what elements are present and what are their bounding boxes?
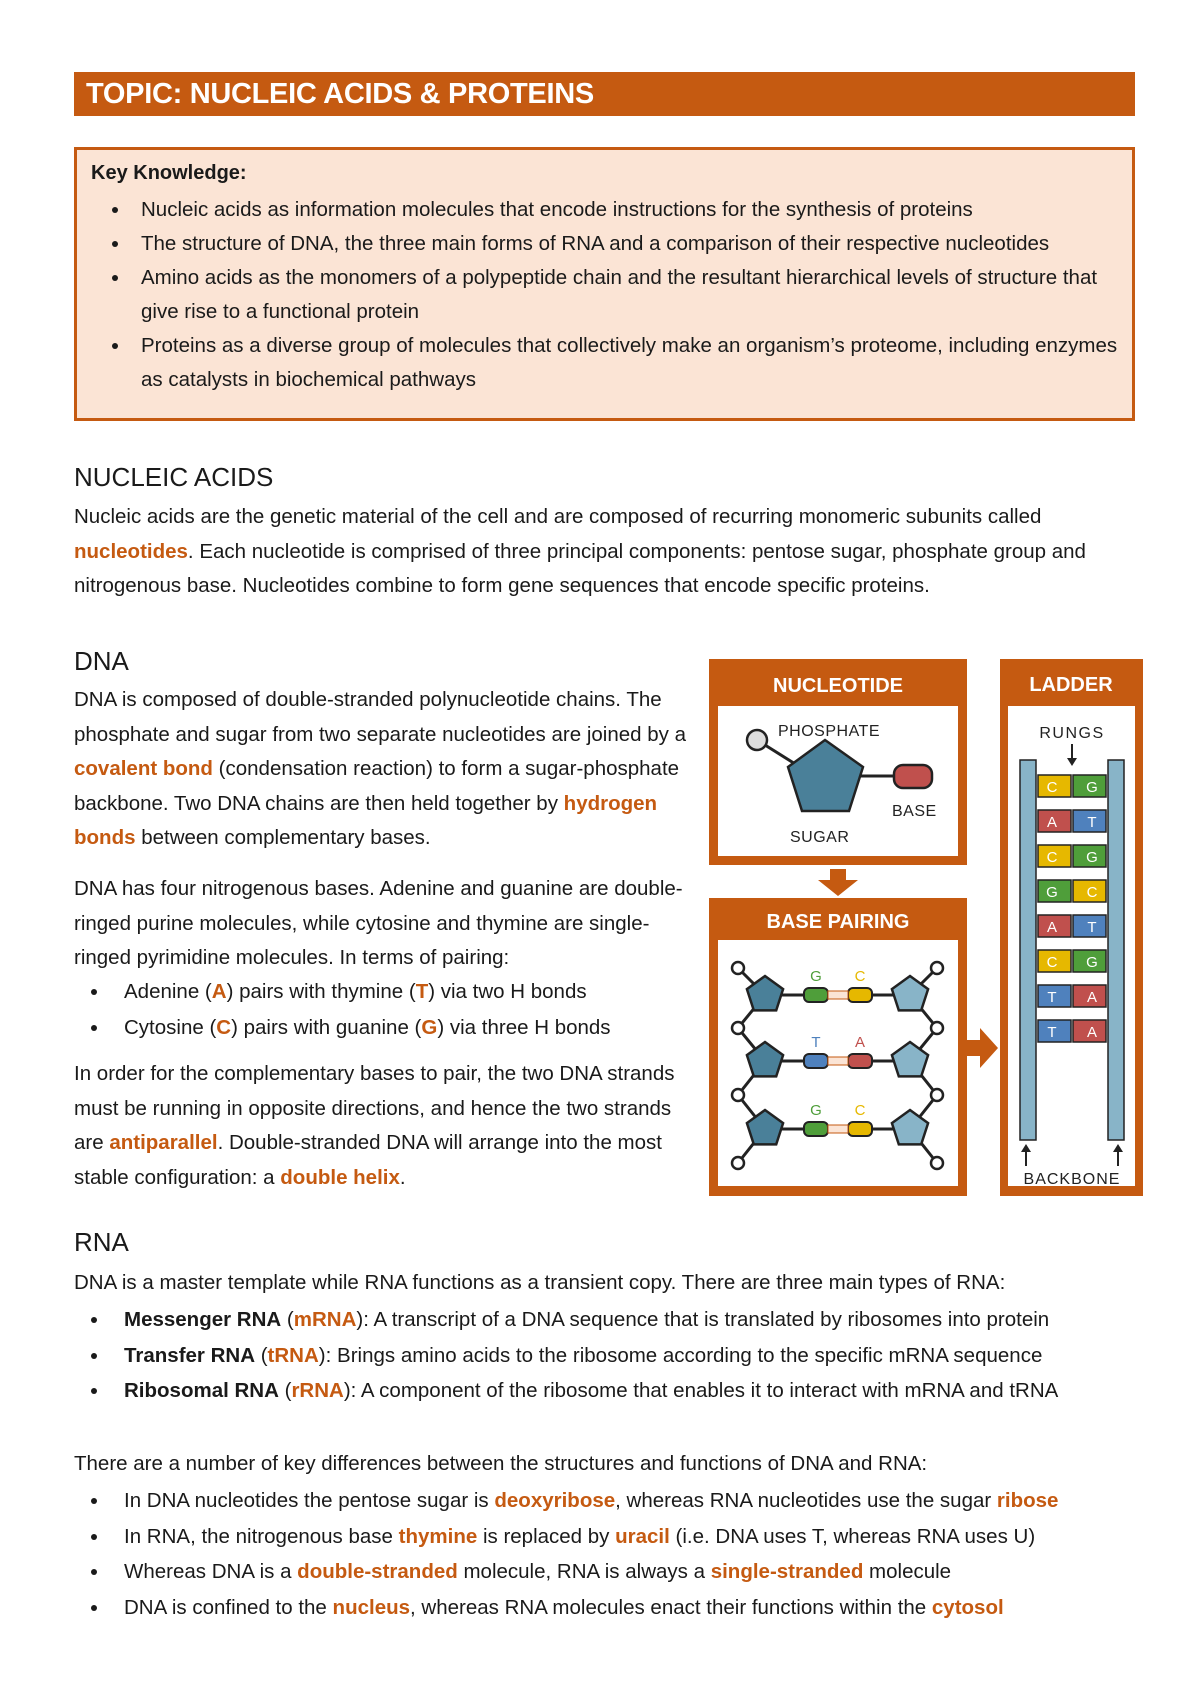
list-item: • Transfer RNA (tRNA): Brings amino acids to the ribosome according to the specific mRNA sequence — [110, 1338, 1190, 1374]
base-letter: C — [854, 1102, 866, 1119]
key-knowledge-item: • The structure of DNA, the three main forms of RNA and a comparison of their respective nucleotides — [131, 227, 1118, 261]
rung-letter: T — [1047, 1024, 1057, 1041]
list-item: • Adenine (A) pairs with thymine (T) via two H bonds — [110, 974, 730, 1010]
phosphate-shape — [931, 962, 943, 974]
backbone-right — [1108, 760, 1124, 1140]
letter-C: C — [216, 1015, 232, 1039]
phosphate-shape — [732, 1022, 744, 1034]
phosphate-shape — [747, 730, 767, 750]
phosphate-shape — [931, 1157, 943, 1169]
term-hydrogen-bonds: hydrogen bonds — [74, 791, 658, 849]
key-knowledge-item: • Amino acids as the monomers of a polypeptide chain and the resultant hierarchical levels of structure that give rise to a functional protein — [131, 261, 1118, 329]
hydrogen-bond — [828, 1125, 848, 1133]
backbone-left — [1020, 760, 1036, 1140]
rna-types-list — [74, 1302, 1190, 1409]
nucleic-acids-heading: NUCLEIC ACIDS — [74, 462, 274, 492]
rung-letter: C — [1086, 884, 1098, 901]
list-item: • Whereas DNA is a double-stranded molecule, RNA is always a single-stranded molecule — [110, 1554, 1190, 1590]
base-letter: G — [810, 1102, 822, 1119]
dna-structure-diagram — [708, 658, 1144, 1198]
rung-letter: T — [1047, 989, 1057, 1006]
rung-letter: G — [1046, 884, 1058, 901]
backbone-label: BACKBONE — [1023, 1171, 1121, 1188]
rung-letter: G — [1086, 779, 1098, 796]
list-item: • Cytosine (C) pairs with guanine (G) via three H bonds — [110, 1010, 730, 1046]
base-shape — [894, 765, 932, 788]
rung-letter: T — [1087, 814, 1097, 831]
rung-letter: A — [1086, 989, 1098, 1006]
text: DNA is composed of double-stranded polynucleotide chains. The phosphate and sugar from two separate nucleotides are joined by a — [74, 688, 686, 746]
list-item: • In RNA, the nitrogenous base thymine is replaced by uracil (i.e. DNA uses T, whereas RNA uses U) — [110, 1519, 1190, 1555]
phosphate-shape — [732, 1157, 744, 1169]
page-title: TOPIC: NUCLEIC ACIDS & PROTEINS — [74, 72, 1135, 116]
key-knowledge-list — [91, 193, 1118, 397]
text: (condensation reaction) to form a sugar-phosphate backbone. Two DNA chains are then held together by — [74, 757, 680, 815]
text: Nucleic acids are the genetic material of the cell and are composed of recurring monomeric subunits called — [74, 505, 1042, 528]
sugar-label: SUGAR — [790, 829, 850, 846]
letter-T: T — [415, 980, 429, 1003]
rung-letter: C — [1046, 849, 1058, 866]
key-knowledge-item: • Proteins as a diverse group of molecules that collectively make an organism’s proteome, including enzymes as catalysts in biochemical pathways — [131, 329, 1118, 397]
base-T — [804, 1054, 828, 1068]
ladder-title: LADDER — [1029, 674, 1113, 696]
rna-heading: RNA — [74, 1227, 129, 1257]
rung-letter: A — [1046, 814, 1058, 831]
dna-paragraph-2: DNA has four nitrogenous bases. Adenine and guanine are double-ringed purine molecules, while cytosine and thymine are single-ringed pyrimidine molecules. In terms of pairing: — [74, 877, 683, 969]
rung-letter: A — [1046, 919, 1058, 936]
list-item: • In DNA nucleotides the pentose sugar is deoxyribose, whereas RNA nucleotides use the sugar ribose — [110, 1483, 1190, 1519]
phosphate-shape — [732, 1089, 744, 1101]
phosphate-shape — [931, 1089, 943, 1101]
base-letter: C — [854, 968, 866, 985]
key-knowledge-heading: Key Knowledge: — [91, 162, 247, 184]
term-antiparallel: antiparallel — [109, 1131, 218, 1154]
letter-A: A — [211, 980, 227, 1003]
base-pairing-list — [74, 974, 730, 1045]
rung-letter: A — [1086, 1024, 1098, 1041]
rung-letter: G — [1086, 954, 1098, 971]
list-item: • Ribosomal RNA (rRNA): A component of the ribosome that enables it to interact with mRNA and tRNA — [110, 1373, 1190, 1409]
base-C — [848, 988, 872, 1002]
rung-letter: G — [1086, 849, 1098, 866]
text: . Each nucleotide is comprised of three principal components: pentose sugar, phosphate group and nitrogenous base. Nucleotides combine to form gene sequences that encode specific proteins. — [74, 539, 1086, 597]
key-knowledge-box — [74, 147, 1135, 421]
nucleotide-title: NUCLEOTIDE — [773, 675, 903, 697]
rungs-label: RUNGS — [1039, 725, 1105, 742]
rung-letter: C — [1046, 779, 1058, 796]
term-nucleotides: nucleotides — [74, 539, 188, 563]
base-G — [804, 988, 828, 1002]
base-pairing-title: BASE PAIRING — [766, 911, 910, 933]
rna-diff-intro: There are a number of key differences between the structures and functions of DNA and RNA: — [74, 1452, 928, 1475]
rung-letter: C — [1046, 954, 1058, 971]
base-G — [804, 1122, 828, 1136]
rung-letter: T — [1087, 919, 1097, 936]
phosphate-shape — [732, 962, 744, 974]
key-knowledge-item: • Nucleic acids as information molecules that encode instructions for the synthesis of proteins — [131, 193, 1118, 227]
dna-heading: DNA — [74, 646, 129, 676]
list-item: • Messenger RNA (mRNA): A transcript of a DNA sequence that is translated by ribosomes into protein — [110, 1302, 1190, 1338]
letter-G: G — [421, 1015, 438, 1039]
base-letter: A — [854, 1034, 866, 1051]
base-letter: T — [811, 1034, 821, 1051]
down-arrow-icon — [818, 869, 858, 896]
nucleic-acids-paragraph — [74, 500, 1140, 604]
base-label: BASE — [892, 803, 937, 820]
dna-paragraph-1 — [74, 683, 704, 856]
list-item: • DNA is confined to the nucleus, whereas RNA molecules enact their functions within the cytosol — [110, 1590, 1190, 1626]
term-double-helix: double helix — [280, 1165, 400, 1189]
dna-paragraph-3: In order for the complementary bases to pair, the two DNA strands must be running in opposite directions, and hence the two strands are antiparallel. Double-stranded DNA will arrange into the most stable configuration: a double helix. — [74, 1062, 675, 1189]
term-covalent-bond: covalent bond — [74, 757, 213, 780]
rna-differences-list — [74, 1483, 1190, 1625]
text: between complementary bases. — [135, 826, 431, 849]
base-letter: G — [810, 968, 822, 985]
right-arrow-icon — [966, 1028, 998, 1068]
hydrogen-bond — [828, 1057, 848, 1065]
phosphate-label: PHOSPHATE — [778, 723, 880, 740]
phosphate-shape — [931, 1022, 943, 1034]
base-A — [848, 1054, 872, 1068]
hydrogen-bond — [828, 991, 848, 999]
rna-intro: DNA is a master template while RNA functions as a transient copy. There are three main types of RNA: — [74, 1271, 1006, 1294]
base-C — [848, 1122, 872, 1136]
